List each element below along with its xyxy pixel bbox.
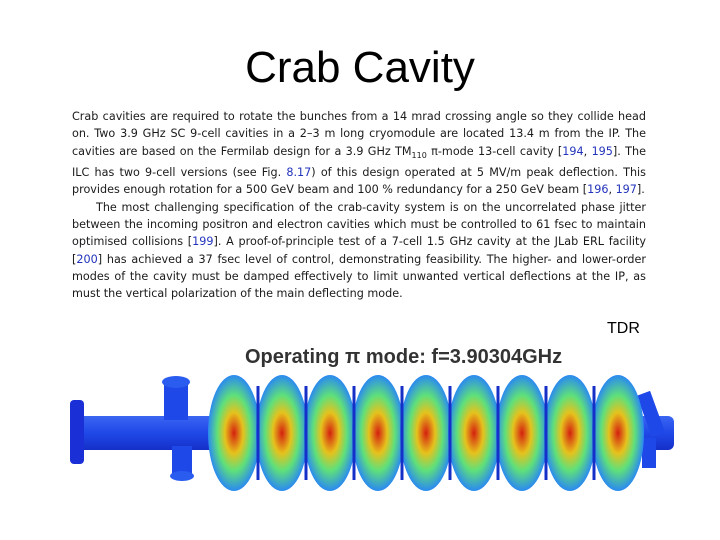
cavity-cells [208, 375, 644, 491]
citation-link[interactable]: 196 [587, 183, 609, 197]
paragraph-2: The most challenging specification of the crab-cavity system is on the uncorrelated phase jitter between the incoming positron and electron cavities which must be controlled to 61 fsec to maintain optimised collisions [199]. A proof-of-principle test of a 7-cell 1.5 GHz cavity at the JLab ERL facility [200] has achieved a 37 fsec level of control, demonstrating feasibility. The higher- and lower-order modes of the cavity must be damped effectively to limit unwanted vertical deflections at the IP, as must the vertical polarization of the main deflecting mode. [72, 200, 646, 301]
citation-link[interactable]: 200 [76, 252, 98, 266]
cavity-cell [352, 375, 404, 491]
slide-title: Crab Cavity [245, 43, 475, 92]
figure-caption: Operating π mode: f=3.90304GHz [245, 346, 563, 368]
cavity-cell [544, 375, 596, 491]
cavity-cell [496, 375, 548, 491]
cavity-cell [256, 375, 308, 491]
citation-link[interactable]: 194 [562, 144, 584, 158]
cavity-cell [592, 375, 644, 491]
cavity-cell [448, 375, 500, 491]
coupler-port-end [162, 376, 190, 388]
paragraph-1: Crab cavities are required to rotate the bunches from a 14 mrad crossing angle so they collide head on. Two 3.9 GHz SC 9-cell cavities in a 2–3 m long cryomodule are located 13.4 m from the IP. The cavities are based on the Fermilab design for a 3.9 GHz $TM_{110}$ π-mode 13-cell cavity [194, 195]. The ILC has two 9-cell versions (see Fig. 8.17) of this design operated at 5 MV/m peak deflection. This provides enough rotation for a 500 GeV beam and 100 % redundancy for a 250 GeV beam [196, 197]. [72, 110, 646, 197]
coupler-port [642, 438, 656, 468]
figure-reference-link[interactable]: 8.17 [286, 166, 312, 180]
tdr-excerpt [72, 108, 646, 303]
citation-link[interactable]: 199 [192, 235, 214, 249]
cavity-cell [304, 375, 356, 491]
citation-link[interactable]: 197 [615, 183, 637, 197]
coupler-port-end [170, 471, 194, 481]
cavity-cell [400, 375, 452, 491]
source-label: TDR [607, 320, 640, 337]
left-flange [70, 400, 84, 464]
citation-link[interactable]: 195 [591, 144, 613, 158]
cavity-cell [208, 375, 260, 491]
